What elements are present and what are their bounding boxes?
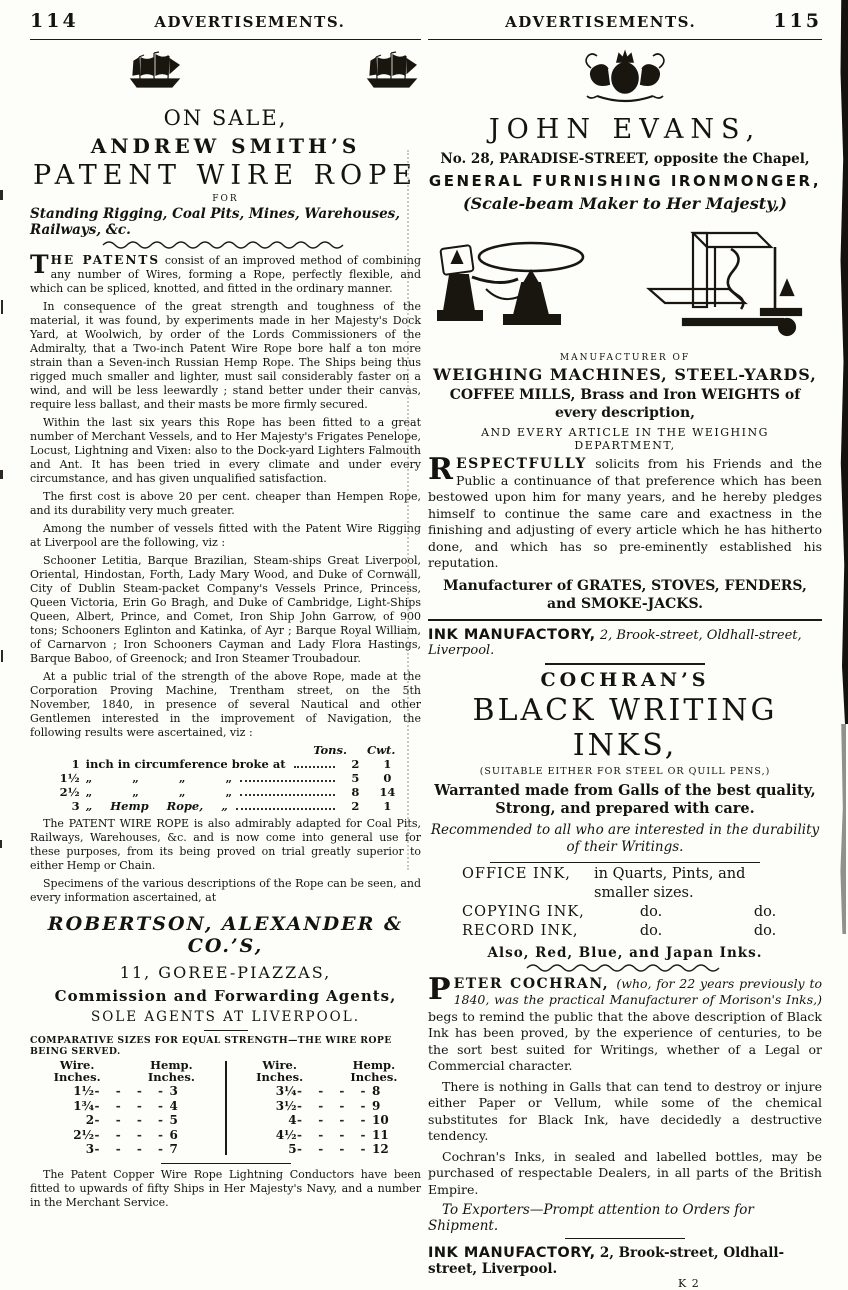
table-row: 1¾ - - - - 4 [73, 1098, 178, 1113]
ship-engraving-icon [126, 50, 184, 100]
ink-name: COPYING INK, [462, 903, 585, 920]
page-114 [0, 0, 424, 1210]
row-desc: „ „ „ „ [85, 785, 233, 799]
lead-the-patents: HE PATENTS [50, 253, 161, 267]
list-item [428, 903, 822, 922]
royal-warrant-line: (Scale-beam Maker to Her Majesty,) [463, 194, 787, 213]
table-row [46, 771, 406, 785]
paragraph-bottles: Cochran's Inks, in sealed and labelled bottles, may be purchased of respectable Dealers, in all parts of the British Empire. [428, 1148, 822, 1197]
paragraph-among: Among the number of vessels fitted with the Patent Wire Rigging at Liverpool are the following, viz : [30, 522, 421, 549]
wire-col-header: Wire. Inches. [256, 1058, 304, 1084]
table-row [46, 785, 406, 799]
scan-mark [1, 300, 3, 314]
signature-mark: K 2 [678, 1277, 700, 1290]
ink-manufactory-label: INK MANUFACTORY, [428, 626, 596, 643]
lead-respectfully: ESPECTFULLY [455, 456, 587, 472]
comparative-group-left [30, 1059, 219, 1157]
cwt-value: 0 [383, 771, 392, 785]
size-value: 1½ [59, 771, 80, 785]
tons-value: 2 [351, 757, 360, 771]
paragraph-peter-text: begs to remind the public that the above description of Black Ink has been proved, by the experience of centuries, to be the sort best suited for Writings, whether of a Legal or Commercial character. [428, 1008, 822, 1073]
paragraph-trial: At a public trial of the strength of the above Rope, made at the Corporation Proving Machine, Trentham street, on the 5th November, 1840, in presence of several Nautical and other Gentlemen interested in the improvement of Navigation, the following results were ascertained, viz : [30, 670, 421, 739]
uses-line: Standing Rigging, Coal Pits, Mines, Warehouses, Railways, &c. [30, 206, 400, 238]
ink-ditto [746, 865, 822, 903]
exporters-line: To Exporters—Prompt attention to Orders for Shipment. [428, 1202, 754, 1234]
table-row: 5 - - - - 12 [288, 1142, 389, 1156]
page-gutter-line [407, 150, 409, 870]
page-number-left: 114 [30, 10, 79, 32]
dot-leader [240, 794, 335, 796]
col-tons: Tons. [313, 743, 347, 757]
paragraph-peter-cochran [428, 971, 822, 1075]
paragraph-cost: The first cost is above 20 per cent. cheaper than Hempen Rope, and its durability very much greater. [30, 490, 421, 517]
size-value: 1 [71, 757, 80, 771]
dropcap-R: R [428, 452, 453, 487]
sole-agents-line: SOLE AGENTS AT LIVERPOOL. [90, 1009, 361, 1025]
product-engravings [428, 221, 822, 349]
suitable-line: (SUITABLE EITHER FOR STEEL OR QUILL PENS,) [479, 765, 771, 777]
scan-mark [0, 190, 3, 200]
peter-cochran-parenthetical: (who, for 22 years previously to 1840, was the practical Manufacturer of Morison's Inks,) [453, 975, 822, 1007]
trial-table-header [46, 743, 406, 757]
row-desc: inch in circumference broke at [85, 757, 286, 771]
short-rule [545, 663, 705, 665]
ink-manufactory-address: 2, Brook-street, Oldhall-street, Liverpool. [428, 627, 802, 658]
ink-name: RECORD INK, [462, 922, 579, 939]
scan-mark [1, 650, 3, 662]
ink-sizes: in Quarts, Pints, and smaller sizes. [594, 865, 746, 901]
short-rule [161, 1163, 291, 1164]
paragraph-consequence: In consequence of the great strength and toughness of the material, it was found, by experiments made in her Majesty's Dock Yard, at Woolwich, by order of the Lords Commissioners of the Admiralty, that a Two-inch Patent Wire Rope bore half a ton more strain than a Seven-inch Russian Hemp Rope. The Ships being thus rigged much smaller and lighter, must sail considerably faster on a wind, and will be less leewardly ; stand better under their canvas, require less ballast, and their masts be more firmly secured. [30, 300, 421, 411]
warranted-line: Warranted made from Galls of the best quality, Strong, and prepared with care. [434, 781, 816, 817]
scan-edge-artifact [838, 724, 846, 934]
wire-col-header: Wire. Inches. [53, 1058, 101, 1084]
balance-scale-engraving-icon [434, 227, 599, 349]
page-115 [424, 0, 834, 1290]
short-rule [565, 1238, 685, 1239]
short-rule [204, 1030, 248, 1031]
ink-manufactory-label: INK MANUFACTORY, [428, 1245, 596, 1261]
cwt-value: 14 [379, 785, 396, 799]
products-line-2: COFFEE MILLS, Brass and Iron WEIGHTS of every description, [449, 387, 801, 421]
table-row: 2 - - - - 5 [85, 1113, 178, 1127]
products-line-3: AND EVERY ARTICLE IN THE WEIGHING DEPARTMENT, [481, 426, 769, 452]
running-title-right: ADVERTISEMENTS. [505, 13, 697, 31]
comparative-table [30, 1059, 421, 1157]
ship-vignettes [30, 40, 421, 100]
scan-edge-artifact [833, 0, 848, 724]
advertiser-name: JOHN EVANS, [488, 114, 762, 145]
firm-address: 11, GOREE-PIAZZAS, [119, 963, 332, 982]
dot-leader [236, 808, 335, 810]
tons-value: 8 [351, 785, 360, 799]
paragraph-galls: There is nothing in Galls that can tend to destroy or injure either Paper or Vellum, while some of the chemical substitutes for Black Ink, have decidedly a destructive tendency. [428, 1078, 822, 1143]
paragraph-within: Within the last six years this Rope has been fitted to a great number of Merchant Vessels, and to Her Majesty's Frigates Penelope, Locust, Lightning and Vixen: also to the Dock-yard Lighters Falmouth and Ant. It has been tried in every climate and under every circumstance, and has given unqualified satisfaction. [30, 416, 421, 485]
running-header-right [428, 10, 822, 36]
cochrans-heading: COCHRAN’S [540, 668, 710, 691]
also-inks-line: Also, Red, Blue, and Japan Inks. [487, 944, 763, 961]
table-row: 3 - - - - 7 [85, 1142, 178, 1156]
section-rule [428, 619, 822, 621]
dropcap-T: T [30, 250, 49, 279]
wavy-rule [525, 964, 725, 972]
short-rule [490, 862, 760, 863]
wavy-rule [101, 241, 351, 249]
ink-ditto: do. [639, 922, 663, 939]
recommended-line: Recommended to all who are interested in the durability of their Writings. [430, 821, 820, 855]
dot-leader [240, 780, 335, 782]
advertiser-address: No. 28, PARADISE-STREET, opposite the Chapel, [440, 151, 810, 167]
paragraph-respectfully [428, 452, 822, 572]
ink-manufactory-bottom [428, 1245, 822, 1277]
cwt-value: 1 [383, 757, 392, 771]
paragraph-copper: The Patent Copper Wire Rope Lightning Conductors have been fitted to upwards of fifty Ships in Her Majesty's Navy, and a number in the Merchant Service. [30, 1167, 421, 1209]
paragraph-adapted: The PATENT WIRE ROPE is also admirably adapted for Coal Pits, Railways, Warehouses, &c. and is now come into general use for these purposes, from its being proved on trial greatly superior to either Hemp or Chain. [30, 817, 421, 872]
ink-ditto: do. [639, 903, 663, 920]
scan-mark [0, 840, 2, 848]
ink-price-list [428, 865, 822, 941]
row-desc: „ Hemp Rope, „ [85, 799, 228, 813]
paragraph-respectfully-text: solicits from his Friends and the Public a continuance of that preference which has been bestowed upon him for many years, and he hereby pledges himself to continue the same care and exactness in the finishing and adjusting of every article which he has hitherto done, and which has so pre-eminently established his reputation. [428, 456, 822, 570]
comparative-group-right [233, 1059, 422, 1157]
tons-value: 2 [351, 799, 360, 813]
col-cwt: Cwt. [366, 743, 396, 757]
ink-manufactory-top [428, 627, 822, 658]
dot-leader [294, 766, 336, 768]
list-item [428, 865, 822, 903]
table-divider [225, 1061, 227, 1155]
paragraph-vessels: Schooner Letitia, Barque Brazilian, Steam-ships Great Liverpool, Oriental, Hindostan, Forth, Lady Mary Wood, and Duke of Cornwall, City of Dublin Steam-packet Company's Vessels Prince, Princess, Queen Victoria, Erin Go Bragh, and Duke of Cambridge, Light-Ships Queen, Albert, Prince, and Comet, Iron Ship John Garrow, of 900 tons; Schooners Eglinton and Katinka, of Ayr ; Barque Royal William, of Carnarvon ; Iron Schooners Cayman and Lady Flora Hastings, Barque Baboo, of Greenock; and Iron Steamer Troubadour. [30, 554, 421, 665]
table-row: 4½ - - - - 11 [275, 1127, 389, 1142]
hemp-col-header: Hemp. Inches. [147, 1058, 195, 1084]
ink-ditto: do. [753, 903, 777, 920]
paragraph-patents [30, 250, 422, 296]
platform-scale-engraving-icon [631, 223, 816, 349]
trial-results-table [46, 743, 406, 813]
table-row: 2½ - - - - 6 [73, 1127, 178, 1142]
trade-line: GENERAL FURNISHING IRONMONGER, [428, 172, 822, 190]
ship-engraving-icon [363, 50, 421, 100]
ink-ditto: do. [753, 922, 777, 939]
list-item [428, 922, 822, 941]
ink-manufactory-address: 2, Brook-street, Oldhall-street, Liverpool. [428, 1245, 785, 1277]
page-number-right: 115 [773, 10, 822, 32]
running-header-left [30, 10, 421, 36]
product-title: PATENT WIRE ROPE [32, 160, 419, 191]
size-value: 3 [71, 799, 80, 813]
advertiser-name: ANDREW SMITH’S [90, 134, 361, 158]
for-label: FOR [212, 194, 239, 204]
header-rule-right [428, 39, 822, 40]
grates-line: Manufacturer of GRATES, STOVES, FENDERS, and SMOKE-JACKS. [443, 577, 807, 612]
row-desc: „ „ „ „ [85, 771, 233, 785]
scan-mark [0, 470, 3, 479]
firm-name: ROBERTSON, ALEXANDER & CO.’S, [47, 913, 404, 957]
tons-value: 5 [351, 771, 360, 785]
paragraph-specimens: Specimens of the various descriptions of the Rope can be seen, and every information ascertained, at [30, 877, 421, 904]
firm-role: Commission and Forwarding Agents, [54, 987, 397, 1005]
table-row: 4 - - - - 10 [288, 1113, 389, 1127]
manufacturer-of-label: MANUFACTURER OF [559, 353, 691, 363]
table-row: 3¼ - - - - 8 [275, 1084, 381, 1098]
comparative-header: COMPARATIVE SIZES FOR EQUAL STRENGTH—THE WIRE ROPE BEING SERVED. [30, 1035, 392, 1057]
black-inks-title: BLACK WRITING INKS, [472, 692, 778, 763]
hemp-col-header: Hemp. Inches. [350, 1058, 398, 1084]
royal-arms-icon [428, 48, 822, 110]
table-row: 3½ - - - - 9 [275, 1098, 381, 1113]
lead-peter-cochran: ETER COCHRAN, [453, 975, 617, 992]
paragraph-patents-text: consist of an improved method of combining any number of Wires, forming a Rope, perfectly flexible, and which can be spliced, knotted, and fitted in the ordinary manner. [30, 254, 422, 295]
table-row [46, 799, 406, 813]
dropcap-P: P [428, 971, 451, 1007]
products-line-1: WEIGHING MACHINES, STEEL-YARDS, [433, 365, 817, 384]
table-row [46, 757, 406, 771]
on-sale-heading: ON SALE, [163, 106, 288, 130]
ink-name: OFFICE INK, [462, 865, 571, 882]
running-title-left: ADVERTISEMENTS. [154, 13, 346, 31]
table-row: 1½ - - - - 3 [73, 1084, 178, 1098]
cwt-value: 1 [383, 799, 392, 813]
size-value: 2½ [59, 785, 80, 799]
